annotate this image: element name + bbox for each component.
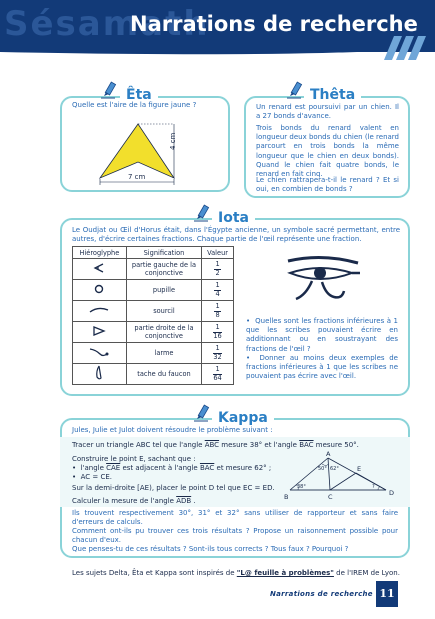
falcon-spot-glyph xyxy=(73,364,127,385)
angle-62-label: 62° xyxy=(330,466,339,472)
point-d-label: D xyxy=(389,489,395,497)
pencil-icon xyxy=(193,404,211,422)
table-row xyxy=(73,259,234,280)
page-number: 11 xyxy=(376,581,398,607)
meaning-cell: partie gauche de la conjonctive xyxy=(126,259,201,280)
iota-intro: Le Oudjat ou Œil d'Horus était, dans l'Égypte ancienne, un symbole sacré permettant, entre autres, d'écrire certaines fractions. Chaque partie de l'œil représente une fraction. xyxy=(72,226,400,244)
header-banner xyxy=(0,0,435,52)
kappa-bullet-2: • AC = CE. xyxy=(72,473,112,481)
credit-line: Les sujets Delta, Êta et Kappa sont inspirés de "L@ feuille à problèmes" de l'IREM de Lyon. xyxy=(72,569,400,577)
eta-base-label: 7 cm xyxy=(128,173,146,181)
iota-title: Iota xyxy=(212,210,255,226)
point-c-label: C xyxy=(328,493,333,501)
point-b-label: B xyxy=(284,493,289,501)
table-row xyxy=(73,343,234,364)
value-cell: $\frac{1}{64}$ xyxy=(202,364,234,385)
value-cell: $\frac{1}{2}$ xyxy=(202,259,234,280)
meaning-cell: tache du faucon xyxy=(126,364,201,385)
value-cell: $\frac{1}{32}$ xyxy=(202,343,234,364)
meaning-cell: larme xyxy=(126,343,201,364)
banner-watermark: Sésamath xyxy=(4,4,210,44)
kappa-outro-1: Ils trouvent respectivement 30°, 31° et 32° sans utiliser de rapporteur et sans faire d'erreurs de calculs. xyxy=(72,509,398,527)
theta-title: Thêta xyxy=(304,87,361,103)
theta-paragraph-1: Un renard est poursuivi par un chien. Il a 27 bonds d'avance. xyxy=(256,103,399,121)
pencil-icon xyxy=(286,81,304,99)
theta-paragraph-3: Le chien rattrapera-t-il le renard ? Et si oui, en combien de bonds ? xyxy=(256,176,399,194)
kappa-intro: Jules, Julie et Julot doivent résoudre le problème suivant : xyxy=(72,426,273,434)
kappa-outro-3: Que penses-tu de ces résultats ? Sont-ils tous corrects ? Tous faux ? Pourquoi ? xyxy=(72,545,349,553)
meaning-cell: partie droite de la conjonctive xyxy=(126,322,201,343)
left-corner-glyph xyxy=(73,259,127,280)
pupil-glyph xyxy=(73,280,127,301)
kappa-line-2: Construire le point E, sachant que : xyxy=(72,455,196,463)
angle-50-label: 50° xyxy=(318,466,327,472)
eye-of-horus-icon xyxy=(282,255,364,307)
right-corner-glyph xyxy=(73,322,127,343)
angle-unknown-label: ? xyxy=(372,484,375,490)
meaning-cell: sourcil xyxy=(126,301,201,322)
banner-wave xyxy=(0,46,435,60)
eta-title: Êta xyxy=(120,87,158,103)
table-row xyxy=(73,280,234,301)
eyebrow-glyph xyxy=(73,301,127,322)
pencil-icon xyxy=(100,81,118,99)
meaning-cell: pupille xyxy=(126,280,201,301)
iota-bullet-2: • Donner au moins deux exemples de fractions inférieures à 1 que les scribes ne pouvaient pas écrire avec l'œil. xyxy=(246,354,398,381)
kappa-line-4: Calculer la mesure de l'angle $\overline{ADB}$ . xyxy=(72,497,196,505)
column-header: Signification xyxy=(126,247,201,259)
value-cell: $\frac{1}{4}$ xyxy=(202,280,234,301)
point-e-label: E xyxy=(357,465,362,473)
table-row xyxy=(73,322,234,343)
credit-link[interactable]: "L@ feuille à problèmes" xyxy=(236,569,334,577)
kappa-line-1: Tracer un triangle ABC tel que l'angle $\overline{ABC}$ mesure 38° et l'angle $\overline{BAC}$ mesure 50°. xyxy=(72,441,359,449)
kappa-line-3: Sur la demi-droite [AE), placer le point D tel que EC = ED. xyxy=(72,484,275,492)
eta-height-label: 4 cm xyxy=(169,132,177,150)
kappa-geometry-figure xyxy=(282,450,402,504)
table-row xyxy=(73,364,234,385)
column-header: Valeur xyxy=(202,247,234,259)
table-row xyxy=(73,301,234,322)
kappa-bullet-1: • l'angle $\overline{CAE}$ est adjacent à l'angle $\overline{BAC}$ et mesure 62° ; xyxy=(72,464,272,472)
tear-glyph xyxy=(73,343,127,364)
kappa-outro-2: Comment ont-ils pu trouver ces trois résultats ? Propose un raisonnement possible pour chacun d'eux. xyxy=(72,527,398,545)
theta-paragraph-2: Trois bonds du renard valent en longueur deux bonds du chien (le renard parcourt en trois bonds la même longueur que le chien en deux bonds). Quand le chien fait quatre bonds, le renard en fait cinq. xyxy=(256,124,399,179)
kappa-title: Kappa xyxy=(212,410,274,426)
yellow-triangle-figure xyxy=(96,118,196,188)
eta-question: Quelle est l'aire de la figure jaune ? xyxy=(72,101,197,109)
hieroglyph-table xyxy=(72,246,234,385)
stripes-decoration xyxy=(380,36,430,60)
footer-section-label: Narrations de recherche xyxy=(270,590,373,598)
page-title: Narrations de recherche xyxy=(130,12,418,36)
pencil-icon xyxy=(193,204,211,222)
value-cell: $\frac{1}{8}$ xyxy=(202,301,234,322)
angle-38-label: 38° xyxy=(297,484,306,490)
point-a-label: A xyxy=(326,450,331,458)
iota-bullet-1: • Quelles sont les fractions inférieures à 1 que les scribes pouvaient écrire en additionnant ou en soustrayant des fractions de l'œil ? xyxy=(246,317,398,353)
value-cell: $\frac{1}{16}$ xyxy=(202,322,234,343)
column-header: Hiéroglyphe xyxy=(73,247,127,259)
